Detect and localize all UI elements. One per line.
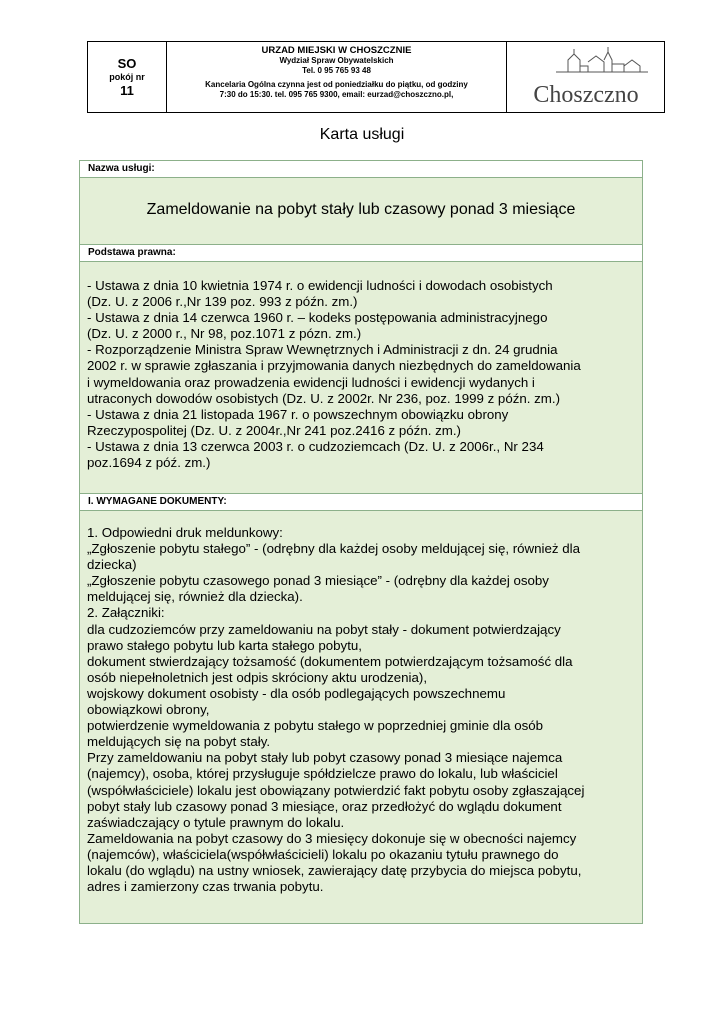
required-documents-line: wojskowy dokument osobisty - dla osób podlegających powszechnemu bbox=[87, 685, 506, 701]
required-documents-line: meldujących się na pobyt stały. bbox=[87, 734, 271, 750]
legal-basis-line: (Dz. U. z 2006 r.,Nr 139 poz. 993 z późn. zm.) bbox=[87, 294, 358, 310]
page-title: Karta usługi bbox=[319, 126, 405, 143]
required-documents-line: 1. Odpowiedni druk meldunkowy: bbox=[87, 525, 283, 540]
service-name-box bbox=[80, 178, 642, 245]
legal-basis-line: - Rozporządzenie Ministra Spraw Wewnętrznych i Administracji z dn. 24 grudnia bbox=[87, 342, 558, 358]
required-documents-line: Przy zameldowaniu na pobyt stały lub pobyt czasowy ponad 3 miesiące najemca bbox=[87, 750, 563, 766]
required-documents-line: osób niepełnoletnich jest odpis skróciony aktu urodzenia), bbox=[87, 669, 428, 685]
department-name: Wydział Spraw Obywatelskich bbox=[279, 56, 394, 65]
legal-basis-line: poz.1694 z póź. zm.) bbox=[87, 455, 211, 471]
legal-basis-label: Podstawa prawna: bbox=[80, 245, 642, 262]
required-documents-line: (współwłaściciele) lokalu jest obowiązany potwierdzić fakt pobytu osoby zgłaszającej bbox=[87, 782, 585, 798]
required-documents-line: prawo stałego pobytu lub karta stałego pobytu, bbox=[87, 637, 362, 653]
required-documents-line: dokument stwierdzający tożsamość (dokumentem potwierdzającym tożsamość dla bbox=[87, 653, 573, 669]
required-documents-line: 2. Załączniki: bbox=[87, 605, 165, 621]
required-documents-line: dla cudzoziemców przy zameldowaniu na pobyt stały - dokument potwierdzający bbox=[87, 621, 561, 637]
required-documents-text bbox=[80, 525, 642, 895]
legal-basis-line: Rzeczypospolitej (Dz. U. z 2004r.,Nr 241 poz.2416 z późn. zm.) bbox=[87, 422, 461, 438]
chancery-hours-line2: 7:30 do 15:30. tel. 095 765 9300, email: eurzad@choszczno.pl, bbox=[219, 90, 454, 99]
legal-basis-text bbox=[80, 278, 642, 471]
legal-basis-line: utraconych dowodów osobistych (Dz. U. z 2002r. Nr 236, poz. 1999 z późn. zm.) bbox=[87, 390, 561, 406]
legal-basis-box bbox=[80, 262, 642, 494]
logo-cell bbox=[507, 42, 664, 112]
legal-basis-line: 2002 r. w sprawie zgłaszania i przyjmowania danych niezbędnych do zameldowania bbox=[87, 358, 581, 374]
required-documents-line: zaświadczający o tytule prawnym do lokalu. bbox=[87, 814, 345, 830]
required-documents-line: „Zgłoszenie pobytu stałego” - (odrębny dla każdej osoby meldującej się, również dla bbox=[87, 541, 580, 557]
required-documents-line: obowiązkowi obrony, bbox=[87, 702, 210, 718]
required-documents-box bbox=[80, 511, 642, 923]
legal-basis-line: - Ustawa z dnia 14 czerwca 1960 r. – kodeks postępowania administracyjnego bbox=[87, 310, 548, 326]
legal-basis-line: i wymeldowania oraz prowadzenia ewidencji ludności i ewidencji wydanych i bbox=[87, 374, 535, 390]
header-table bbox=[87, 41, 665, 113]
office-info-cell bbox=[167, 42, 507, 112]
required-documents-line: lokalu (do wglądu) na ustny wniosek, zawierający datę przybycia do miejsca pobytu, bbox=[87, 862, 582, 878]
office-name: URZAD MIEJSKI W CHOSZCZNIE bbox=[261, 45, 412, 56]
legal-basis-line: - Ustawa z dnia 13 czerwca 2003 r. o cudzoziemcach (Dz. U. z 2006r., Nr 234 bbox=[87, 438, 544, 454]
logo-text: Choszczno bbox=[532, 82, 639, 108]
required-documents-line: meldującej się, również dla dziecka). bbox=[87, 589, 303, 605]
room-cell bbox=[88, 42, 167, 112]
so-label: SO bbox=[117, 55, 137, 71]
required-documents-line: (najemcy), osoba, której przysługuje spółdzielcze prawo do lokalu, lub właściciel bbox=[87, 766, 558, 782]
required-documents-label: I. WYMAGANE DOKUMENTY: bbox=[80, 494, 642, 511]
required-documents-line: (najemców), właściciela(współwłaścicieli) lokalu po okazaniu tytułu prawnego do bbox=[87, 846, 559, 862]
required-documents-line: pobyt stały lub czasowy ponad 3 miesiące, oraz przedłożyć do wglądu dokument bbox=[87, 798, 562, 814]
department-phone: Tel. 0 95 765 93 48 bbox=[302, 66, 371, 75]
service-name: Zameldowanie na pobyt stały lub czasowy ponad 3 miesiące bbox=[146, 201, 576, 218]
room-number: 11 bbox=[120, 82, 134, 98]
service-name-label: Nazwa usługi: bbox=[80, 161, 642, 178]
required-documents-line: potwierdzenie wymeldowania z pobytu stałego w poprzedniej gminie dla osób bbox=[87, 718, 544, 734]
legal-basis-line: - Ustawa z dnia 10 kwietnia 1974 r. o ewidencji ludności i dowodach osobistych bbox=[87, 278, 553, 293]
choszczno-logo bbox=[516, 46, 656, 108]
required-documents-line: dziecka) bbox=[87, 557, 137, 573]
service-card bbox=[79, 160, 643, 924]
legal-basis-line: (Dz. U. z 2000 r., Nr 98, poz.1071 z pózn. zm.) bbox=[87, 326, 362, 342]
required-documents-line: „Zgłoszenie pobytu czasowego ponad 3 miesiące” - (odrębny dla każdej osoby bbox=[87, 573, 549, 589]
legal-basis-line: - Ustawa z dnia 21 listopada 1967 r. o powszechnym obowiązku obrony bbox=[87, 406, 509, 422]
room-label: pokój nr bbox=[109, 71, 145, 82]
required-documents-line: adres i zamierzony czas trwania pobytu. bbox=[87, 879, 324, 895]
chancery-hours-line1: Kancelaria Ogólna czynna jest od poniedziałku do piątku, od godziny bbox=[205, 80, 468, 89]
required-documents-line: Zameldowania na pobyt czasowy do 3 miesięcy dokonuje się w obecności najemcy bbox=[87, 830, 577, 846]
